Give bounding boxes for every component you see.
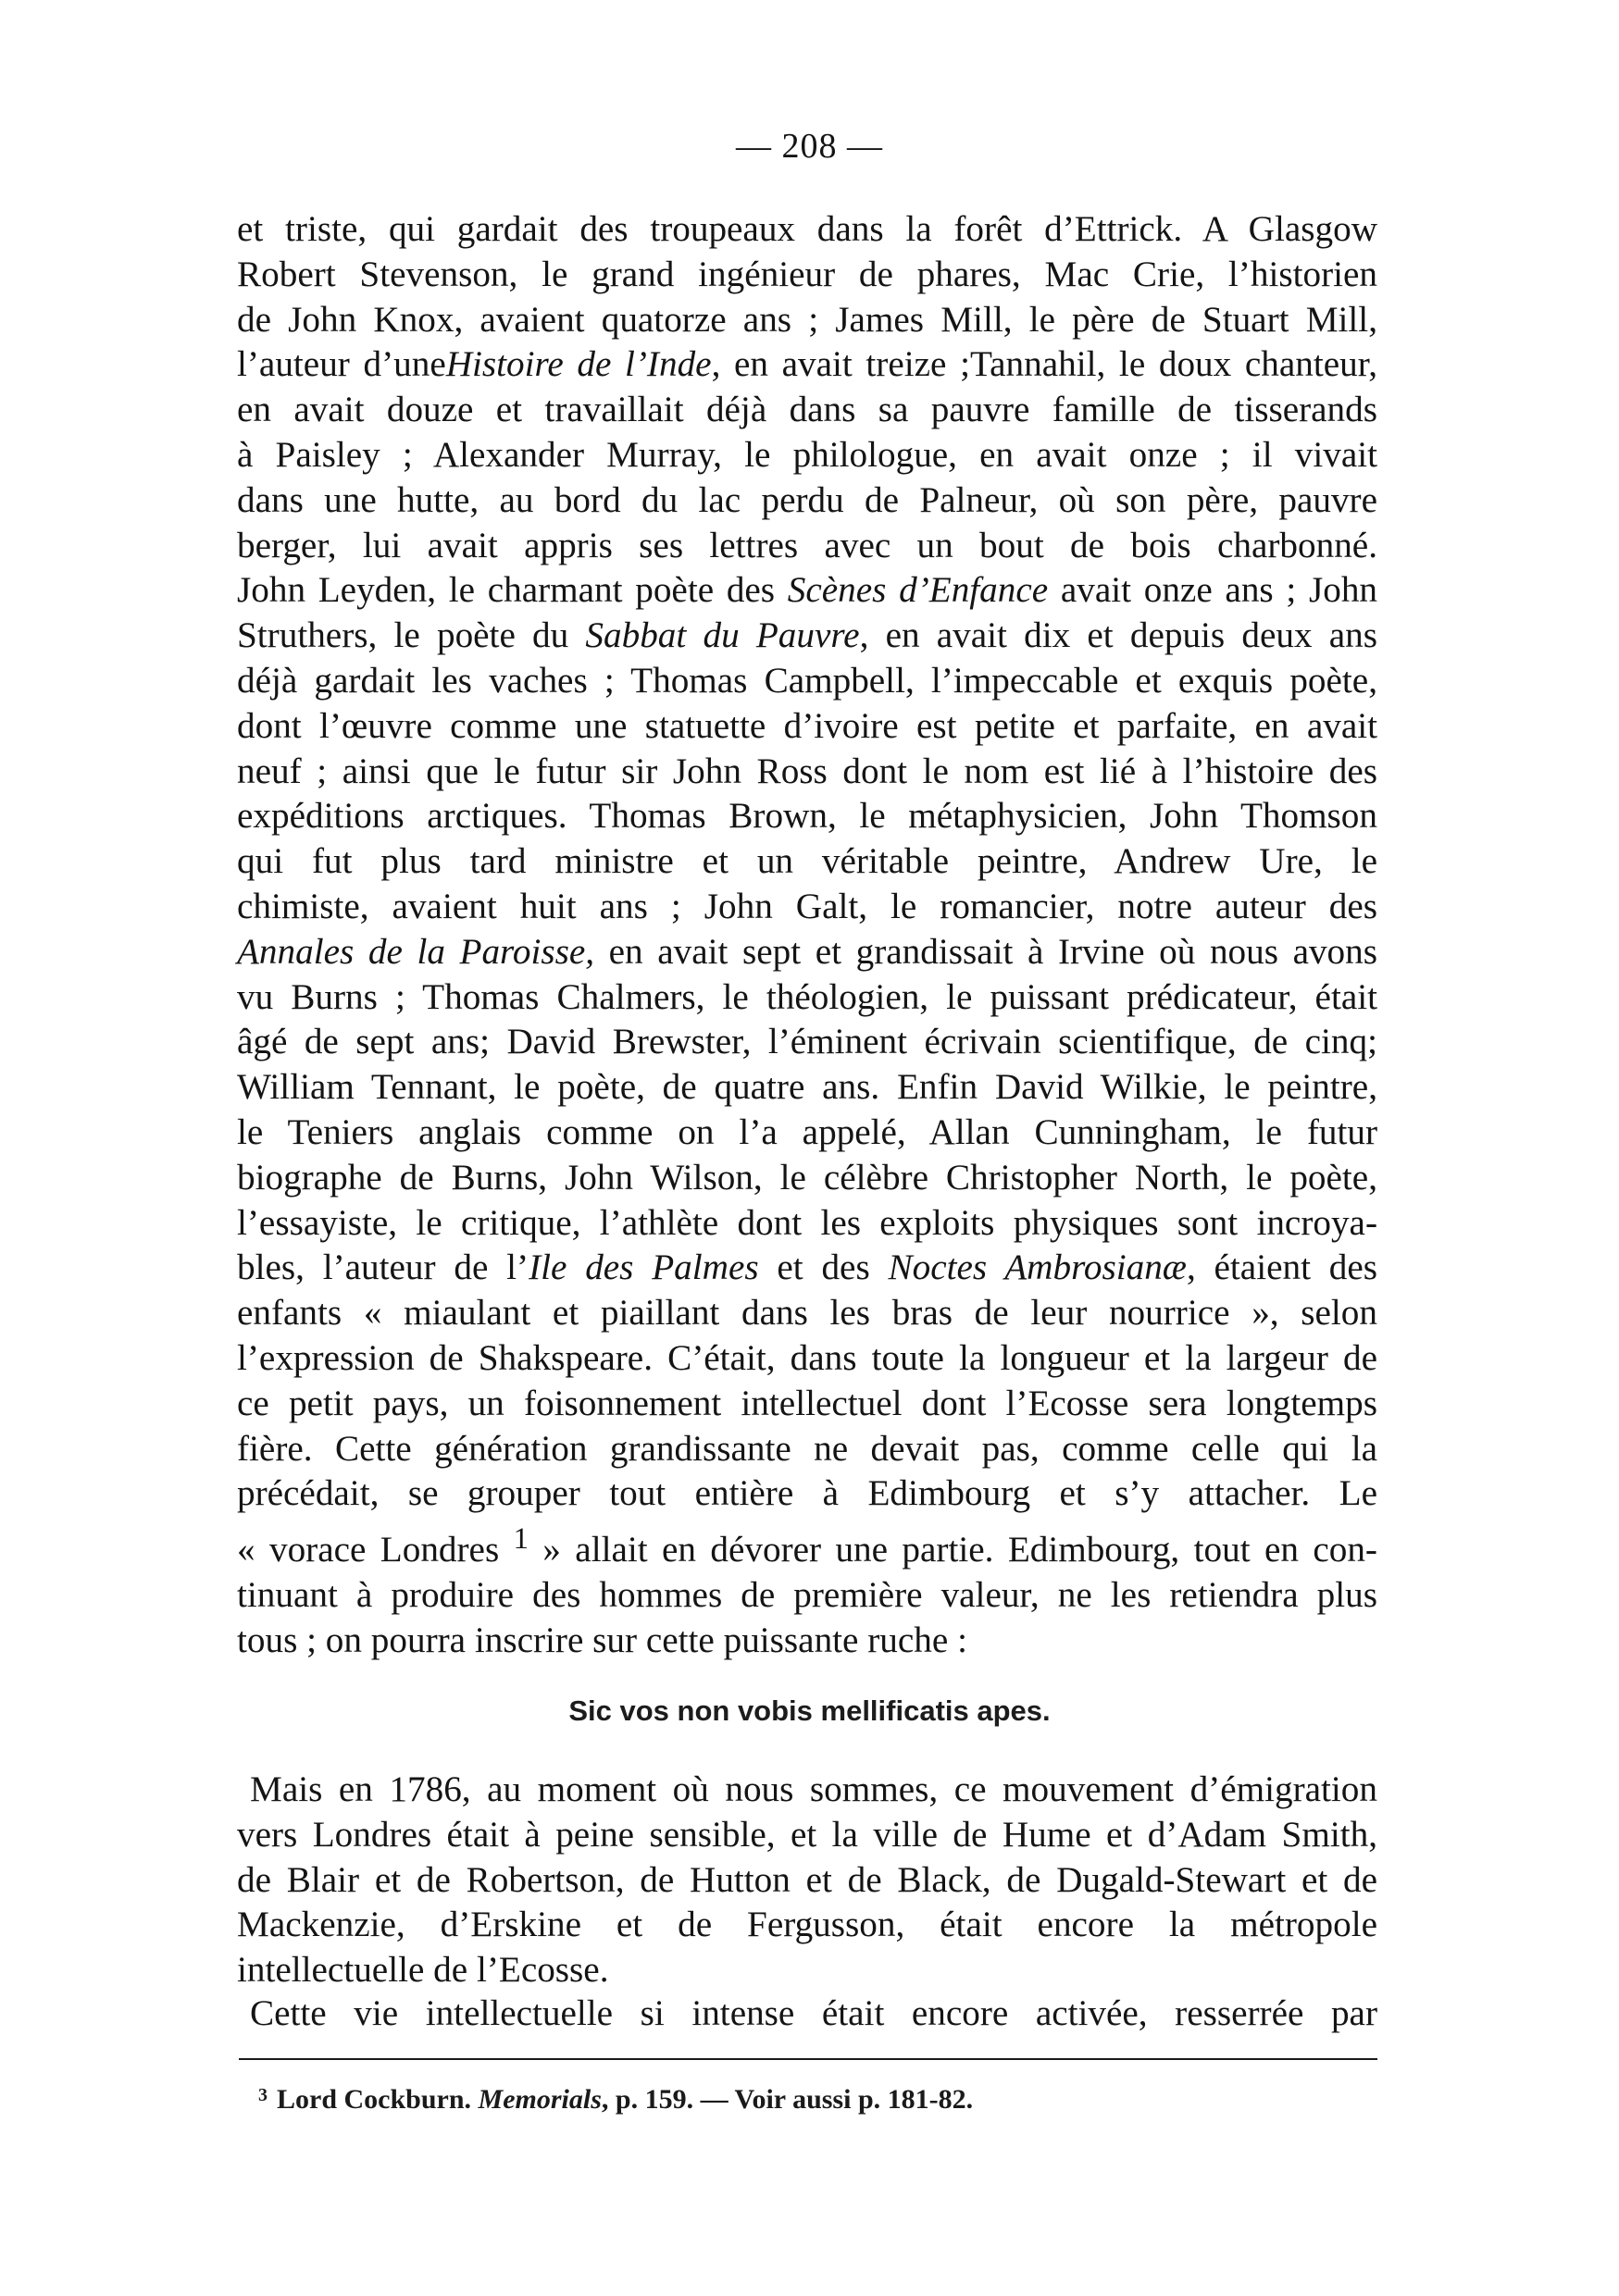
latin-motto: Sic vos non vobis mellificatis apes. (568, 1694, 1051, 1727)
text-line: Mais en 1786, au moment où nous sommes, ce mouvement d’émigration (250, 1769, 1377, 1809)
text-line: Cette vie intellectuelle si intense était encore activée, resserrée par (250, 1993, 1377, 2033)
text-line: Struthers, le poète du Sabbat du Pauvre, en avait dix et depuis deux ans (237, 615, 1377, 656)
text-line: « vorace Londres $^1$ » allait en dévorer une partie. Edimbourg, tout en con- (237, 1522, 1377, 1570)
footnote-author: Lord Cockburn. (277, 2084, 472, 2115)
text-line: tous ; on pourra inscrire sur cette puissante ruche : (237, 1620, 967, 1660)
page-number: — 208 — (736, 127, 883, 166)
footnote-divider (239, 2058, 1377, 2060)
text-line: précédait, se grouper tout entière à Edimbourg et s’y attacher. Le (237, 1473, 1377, 1514)
footnote-title: Memorials (478, 2084, 602, 2115)
text-line: dans une hutte, au bord du lac perdu de Palneur, où son père, pauvre (237, 479, 1377, 520)
main-paragraph-1 (237, 207, 1377, 1664)
main-paragraph-2 (237, 1768, 1377, 1993)
text-line: bles, l’auteur de l’Ile des Palmes et des Noctes Ambrosianæ, étaient des (237, 1247, 1377, 1288)
italic-title: Ile des Palmes (529, 1247, 759, 1288)
italic-title: Noctes Ambrosianæ (888, 1247, 1187, 1288)
text-line: Mackenzie, d’Erskine et de Fergusson, était encore la métropole (237, 1905, 1377, 1945)
text-line: l’expression de Shakspeare. C’était, dans toute la longueur et la largeur de (237, 1337, 1377, 1378)
italic-title: Sabbat du Pauvre (585, 615, 860, 656)
text-line: et triste, qui gardait des troupeaux dans la forêt d’Ettrick. A Glasgow (237, 209, 1377, 249)
text-line: chimiste, avaient huit ans ; John Galt, le romancier, notre auteur des (237, 886, 1377, 926)
text-line: expéditions arctiques. Thomas Brown, le métaphysicien, John Thomson (237, 796, 1377, 837)
main-paragraph-3 (237, 1992, 1377, 2037)
text-line: à Paisley ; Alexander Murray, le philologue, en avait onze ; il vivait (237, 434, 1377, 475)
footnote-number: 3 (258, 2085, 268, 2105)
text-line: vu Burns ; Thomas Chalmers, le théologien, le puissant prédicateur, était (237, 976, 1377, 1017)
text-line: John Leyden, le charmant poète des Scènes d’Enfance avait onze ans ; John (237, 570, 1378, 611)
text-line: dont l’œuvre comme une statuette d’ivoire est petite et parfaite, en avait (237, 705, 1377, 746)
text-line: Annales de la Paroisse, en avait sept et grandissait à Irvine où nous avons (237, 931, 1377, 972)
text-line: l’essayiste, le critique, l’athlète dont les exploits physiques sont incroya- (237, 1202, 1377, 1243)
text-line: ce petit pays, un foisonnement intellectuel dont l’Ecosse sera longtemps (237, 1383, 1377, 1423)
text-line: enfants « miaulant et piaillant dans les bras de leur nourrice », selon (237, 1293, 1377, 1334)
italic-title: Scènes d’Enfance (787, 570, 1049, 611)
text-line: l’auteur d’uneHistoire de l’Inde, en avait treize ;Tannahil, le doux chanteur, (237, 344, 1377, 385)
text-line: Robert Stevenson, le grand ingénieur de phares, Mac Crie, l’historien (237, 254, 1377, 294)
text-line: qui fut plus tard ministre et un véritable peintre, Andrew Ure, le (237, 841, 1377, 882)
text-line: fière. Cette génération grandissante ne devait pas, comme celle qui la (237, 1428, 1377, 1469)
text-line: le Teniers anglais comme on l’a appelé, Allan Cunningham, le futur (237, 1111, 1377, 1152)
text-line: tinuant à produire des hommes de première valeur, ne les retiendra plus (237, 1574, 1377, 1615)
text-line: déjà gardait les vaches ; Thomas Campbell, l’impeccable et exquis poète, (237, 660, 1377, 701)
text-line: berger, lui avait appris ses lettres avec un bout de bois charbonné. (237, 525, 1377, 565)
footnote (258, 2084, 973, 2116)
text-line: vers Londres était à peine sensible, et la ville de Hume et d’Adam Smith, (237, 1814, 1377, 1855)
text-line: biographe de Burns, John Wilson, le célèbre Christopher North, le poète, (237, 1157, 1377, 1198)
text-line: neuf ; ainsi que le futur sir John Ross dont le nom est lié à l’histoire des (237, 751, 1377, 791)
text-line: de Blair et de Robertson, de Hutton et de Black, de Dugald-Stewart et de (237, 1859, 1377, 1900)
text-line: de John Knox, avaient quatorze ans ; James Mill, le père de Stuart Mill, (237, 299, 1377, 340)
text-line: âgé de sept ans; David Brewster, l’éminent écrivain scientifique, de cinq; (237, 1022, 1377, 1062)
text-line: William Tennant, le poète, de quatre ans. Enfin David Wilkie, le peintre, (237, 1067, 1377, 1108)
italic-title: Histoire de l’Inde (445, 344, 712, 385)
italic-title: Annales de la Paroisse, (237, 931, 595, 972)
text-line: intellectuelle de l’Ecosse. (237, 1950, 609, 1991)
footnote-marker: 1 (513, 1522, 529, 1557)
text-line: en avait douze et travaillait déjà dans sa pauvre famille de tisserands (237, 390, 1377, 430)
footnote-reference: , p. 159. — Voir aussi p. 181-82. (601, 2084, 974, 2115)
